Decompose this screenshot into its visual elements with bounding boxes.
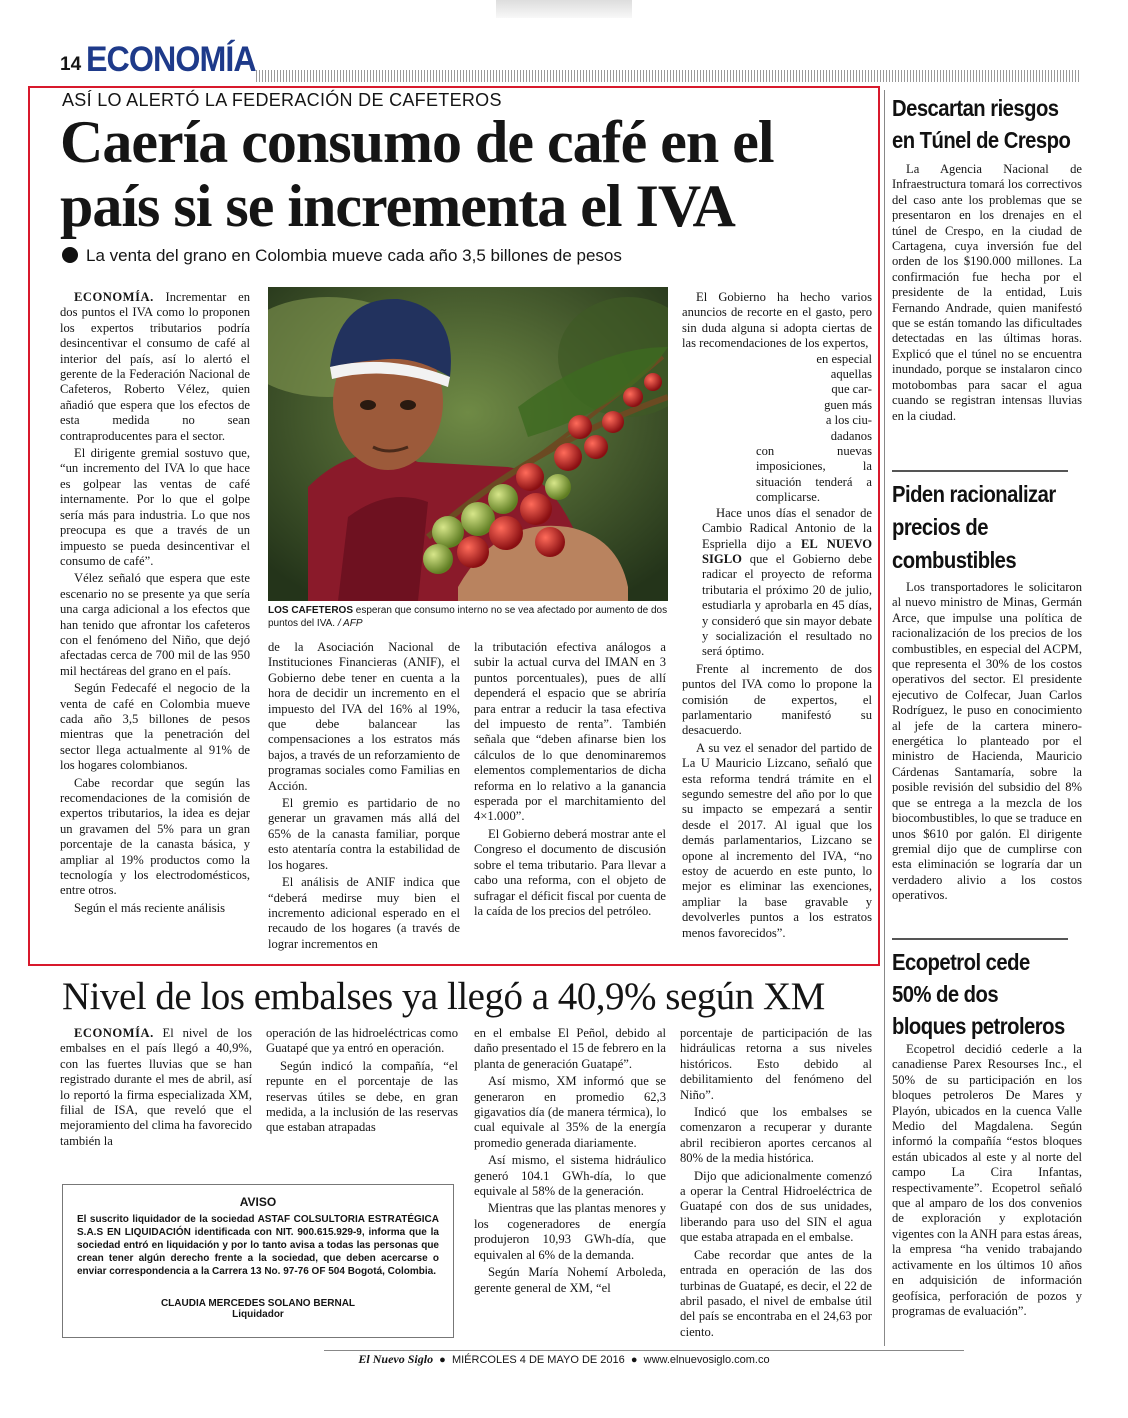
notice-role: Liquidador — [232, 1309, 284, 1320]
paragraph: Frente al incremento de dos puntos del IVA como lo propone la comisión de expertos, el parlamentario manifestó su desacuerdo. — [682, 661, 872, 738]
main-column-1 — [60, 290, 250, 916]
paragraph: Según Fedecafé el negocio de la venta de café en Colombia mueve cada año 3,5 billones de pesos mientras que la penetración del sector llega actualmente al 91% de los hogares colombianos. — [60, 681, 250, 773]
paragraph: Según el más reciente análisis — [74, 900, 226, 915]
paragraph: operación de las hidroeléctricas como Guatapé que ya entró en operación. — [266, 1026, 458, 1056]
page-fold-shadow — [496, 0, 632, 18]
paragraph: El análisis de ANIF indica que “deberá medirse muy bien el incremento adicional esperado en el recaudo de los hogares (a través de lograr incrementos en — [268, 875, 460, 951]
sidebar-divider — [884, 90, 885, 1346]
second-column-3 — [474, 1026, 666, 1296]
wrap-line: dadanos — [830, 428, 872, 443]
paragraph: El nivel de los embalses en el país llegó a 40,9%, con las fuertes lluvias que se han registrado durante el mes de abril, así lo reportó la firma especializada XM, filial de ISA, que reveló que el mejoramiento del clima ha favorecido también la — [60, 1026, 252, 1148]
sidebar-body-2 — [892, 580, 1082, 904]
second-column-2 — [266, 1026, 458, 1136]
paragraph: A su vez el senador del partido de La U Mauricio Lizcano, señaló que esta reforma tendrá trámite en el segundo semestre del año por lo que su impacto se empezará a sentir desde el 2017. Al igual que los demás parlamentarios, Lizcano se opone al incremento del IVA, “no estoy de acuerdo en este punto, lo mejor es eliminar las exenciones, ampliar la base gravable y devolverles puntos a los estratos menos favorecidos”. — [682, 740, 872, 940]
paragraph: La Agencia Nacional de Infraestructura tomará los correctivos del caso ante los problemas que se presentaron en los drenajes en el túnel de Crespo, en la ciudad de Cartagena, cuya inversión fue del orden de los $190.000 millones. La confirmación fue hecha por el presidente de la entidad, Luis Fernando Andrade, quien manifestó que se están tomando las dificultades detectadas en las últimas horas. Explicó que el túnel no se encuentra inundado, porque se instalaron cinco motobombas para sacar el agua cuando se registran intensas lluvias en la ciudad. — [892, 162, 1082, 423]
sidebar-body-3 — [892, 1042, 1082, 1319]
paragraph: El gremio es partidario de no generar un gravamen más allá del 65% de la canasta familiar, porque esto atentaría contra la estabilidad de los hogares. — [268, 796, 460, 872]
wrap-line: que car- — [831, 382, 872, 397]
dateline: ECONOMÍA. — [74, 1026, 154, 1040]
article-headline: Caería consumo de café en el país si se incrementa el IVA — [60, 109, 774, 239]
sidebar-rule — [892, 938, 1068, 940]
notice-signer: CLAUDIA MERCEDES SOLANO BERNAL — [160, 1298, 356, 1309]
wrap-line: aquellas — [830, 367, 872, 382]
paragraph: Vélez señaló que espera que este escenario no se presente ya que sería una carga adicional a los efectos que han tenido que afrontar los cafeteros con el fenómeno del Niño, que dejó afectadas cerca de 700 mil de las 950 mil hectáreas del grano en el país. — [60, 571, 250, 678]
footer-date: MIÉRCOLES 4 DE MAYO DE 2016 — [451, 1354, 625, 1366]
coffee-farmer-photo — [268, 287, 668, 601]
paragraph: en el embalse El Peñol, debido al daño presentado el 15 de febrero en la planta de generación Guatapé”. — [474, 1026, 666, 1071]
second-column-4 — [680, 1026, 872, 1340]
paragraph: que el Gobierno debe radicar el proyecto de reforma tributaria el próximo 20 de julio, estudiarla y aprobarla en 45 días, y consideró que sin mayor debate y socialización el resultado no será óptimo. — [702, 551, 872, 659]
paragraph: Cabe recordar que según las recomendaciones de la comisión de expertos tributarios, la idea es dejar un gravamen del 5% para un gran porcentaje de la canasta básica, y ampliar al 19% productos como la tecnología y los electrodomésticos, entre otros. — [60, 775, 250, 898]
paragraph: Hace unos días el senador de Cambio Radical Antonio de la Espriella dijo a — [702, 505, 872, 551]
wrap-line: en especial — [816, 351, 872, 366]
sidebar-rule — [892, 470, 1068, 472]
photo-illustration — [268, 287, 668, 601]
page-number: 14 — [60, 54, 82, 75]
sidebar-headline-3: Ecopetrol cede 50% de dos bloques petroleros — [892, 949, 1065, 1039]
paragraph: Según indicó la compañía, “el repunte en el porcentaje de las reservas útiles se debe, en gran medida, a la inclusión de las reservas que estaban atrapadas — [266, 1058, 458, 1135]
bullet-icon: ● — [627, 1354, 641, 1366]
paragraph: Indicó que los embalses se comenzaron a recuperar y durante abril recibieron aportes cercanos al 80% de la media histórica. — [680, 1105, 872, 1166]
notice-title: AVISO — [239, 1195, 277, 1209]
second-headline: Nivel de los embalses ya llegó a 40,9% según XM — [62, 975, 825, 1018]
photo-credit: / AFP — [335, 618, 363, 629]
paragraph: El Gobierno ha hecho varios anuncios de recorte en el gasto, pero sin duda alguna si adopta ciertas de las recomendaciones de los expertos, — [682, 290, 872, 351]
paragraph: Así mismo, el sistema hidráulico generó 104.1 GWh-día, lo que equivale al 58% de la generación. — [474, 1153, 666, 1199]
caption-lead: LOS CAFETEROS — [268, 605, 354, 616]
paragraph: Incrementar en dos puntos el IVA como lo proponen los expertos tributarios podría desincentivar el consumo de café al interior del país, así lo alertó el gerente de la Federación Nacional de Cafeteros, Roberto Vélez, quien añadió que espera que los efectos de esta medida no sean contraproducentes para el sector. — [60, 290, 250, 443]
photo-caption — [268, 604, 668, 630]
footer-logo: El Nuevo Siglo — [358, 1352, 434, 1366]
newspaper-name: EL NUEVO SIGLO — [702, 536, 872, 566]
paragraph: porcentaje de participación de las hidráulicas retorna a sus niveles históricos. Esto debido al debilitamiento del fenómeno del Niño”. — [680, 1026, 872, 1102]
legal-notice-box — [62, 1184, 454, 1338]
dateline: ECONOMÍA. — [74, 290, 154, 304]
page-footer — [0, 1352, 1128, 1372]
notice-body: El suscrito liquidador de la sociedad ASTAF COLSULTORIA ESTRATÉGICA S.A.S EN LIQUIDACIÓN identificada con NIT. 900.615.929-9, informa que la sociedad entró en liquidación y por lo tanto avisa a todas las personas que crean tener algún derecho frente a la sociedad, que deben acercarse o enviar correspondencia a la Carrera 13 No. 97-76 OF 504 Bogotá, Colombia. — [77, 1214, 439, 1277]
paragraph: Mientras que las plantas menores y los cogeneradores de energía produjeron 10,93 GWh-día, que equivalen al 6% de la demanda. — [474, 1201, 666, 1262]
paragraph: El dirigente gremial sostuvo que, “un incremento del IVA lo que hace es golpear las ventas de café internamente. Por lo que el golpe sería más para industria. Lo que nos preocupa es que a través de un impuesto se pueda desincentivar el consumo de café”. — [60, 446, 250, 568]
wrap-line: a los ciu- — [825, 413, 872, 428]
paragraph: con nuevas imposiciones, la situación tenderá a complicarse. — [756, 444, 872, 505]
wrap-lines — [682, 352, 872, 444]
article-subhead — [62, 246, 622, 266]
paragraph: Así mismo, XM informó que se generaron en promedio 62,3 gigavatios día (de manera térmica), lo cual equivale al 35% de la energía promedio generada diariamente. — [474, 1074, 666, 1150]
paragraph: Cabe recordar que antes de la entrada en operación de las dos turbinas de Guatapé, es decir, el 22 de abril pasado, el nivel de embalse útil del país se encontraba en el 24,63 por ciento. — [680, 1247, 872, 1339]
paragraph: Dijo que adicionalmente comenzó a operar la Central Hidroeléctrica de Guatapé con dos de sus unidades, liberando para uso del SIN el agua que estaba atrapada en el embalse. — [680, 1168, 872, 1245]
footer-rule — [324, 1350, 964, 1351]
bullet-icon: ● — [436, 1354, 449, 1366]
paragraph: la tributación efectiva análogos a subir la actual curva del IMAN en 3 puntos porcentuales), pues de allí dependerá el espacio que se abriría para entrar a reducir la tasa efectiva del impuesto de renta”. También señala que “deben afinarse bien los cálculos de lo que denominaremos elementos complementarios de dicha reforma en lo relativo a la ganancia esperada por el marchitamiento del 4×1.000”. — [474, 640, 666, 824]
main-column-3 — [474, 640, 666, 919]
sidebar-headline-1: Descartan riesgos en Túnel de Crespo — [892, 95, 1071, 153]
paragraph: El Gobierno deberá mostrar ante el Congreso el documento de discusión sobre el tema tributario. Para llevar a cabo una reforma, con el objeto de sufragar el déficit fiscal por cuenta de la caída de los precios del petróleo. — [474, 826, 666, 918]
subhead-text: La venta del grano en Colombia mueve cada año 3,5 billones de pesos — [86, 246, 622, 265]
wrap-line: guen más — [824, 397, 872, 412]
bullet-icon — [62, 247, 78, 263]
header-rule — [256, 70, 1080, 82]
main-column-4 — [682, 290, 872, 941]
paragraph: de la Asociación Nacional de Instituciones Financieras (ANIF), el Gobierno debe tener en cuenta a la hora de decidir un incremento en el impuesto del IVA del 16% al 19%, que debe balancear las compensaciones a los estratos más bajos, a través de un reforzamiento de programas sociales como Familias en Acción. — [268, 640, 460, 793]
paragraph: Los transportadores le solicitaron al nuevo ministro de Minas, Germán Arce, que impulse una política de racionalización de los precios de los combustibles, en especial del ACPM, que representa el 30% de los costos operativos del sector. El presidente ejecutivo de Colfecar, Juan Carlos Rodríguez, le puso en conocimiento al jefe de la cartera minero-energética lo planteado por el ministro de Hacienda, Mauricio Cárdenas Santamaría, sobre la posible revisión del subsidio del 8% que se entrega a la mezcla de los biocombustibles, lo que se traduce en unos $610 por galón. El dirigente gremial dijo que de cumplirse con esta eliminación se lograría dar un verdadero alivio a los costos operativos. — [892, 580, 1082, 903]
footer-url[interactable]: www.elnuevosiglo.com.co — [643, 1354, 770, 1366]
article-kicker: ASÍ LO ALERTÓ LA FEDERACIÓN DE CAFETEROS — [62, 90, 502, 110]
paragraph: Según María Nohemí Arboleda, gerente general de XM, “el — [474, 1265, 666, 1295]
paragraph: Ecopetrol decidió cederle a la canadiense Parex Resourses Inc., el 50% de su participación en los bloques petroleros De Mares y Playón, ubicados en la cuenca Valle Medio del Magdalena. Según informó la compañía “estos bloques están ubicados al este y al norte del campo La Cira Infantas, respectivamente”. Ecopetrol señaló que al amparo de los dos convenios de exploración y explotación vigentes con la ANH para estas áreas, la empresa “ha venido trabajando activamente en los últimos 10 años en adquisición de información geofísica, perforación de pozos y programas de evaluación”. — [892, 1042, 1082, 1318]
sidebar-body-1 — [892, 162, 1082, 424]
section-title: ECONOMÍA — [86, 40, 256, 79]
sidebar-headline-2: Piden racionalizar precios de combustibles — [892, 481, 1056, 573]
caption-text: esperan que consumo interno no se vea afectado por aumento de dos puntos del IVA. — [268, 605, 668, 629]
main-column-2 — [268, 640, 460, 952]
second-column-1 — [60, 1026, 252, 1149]
